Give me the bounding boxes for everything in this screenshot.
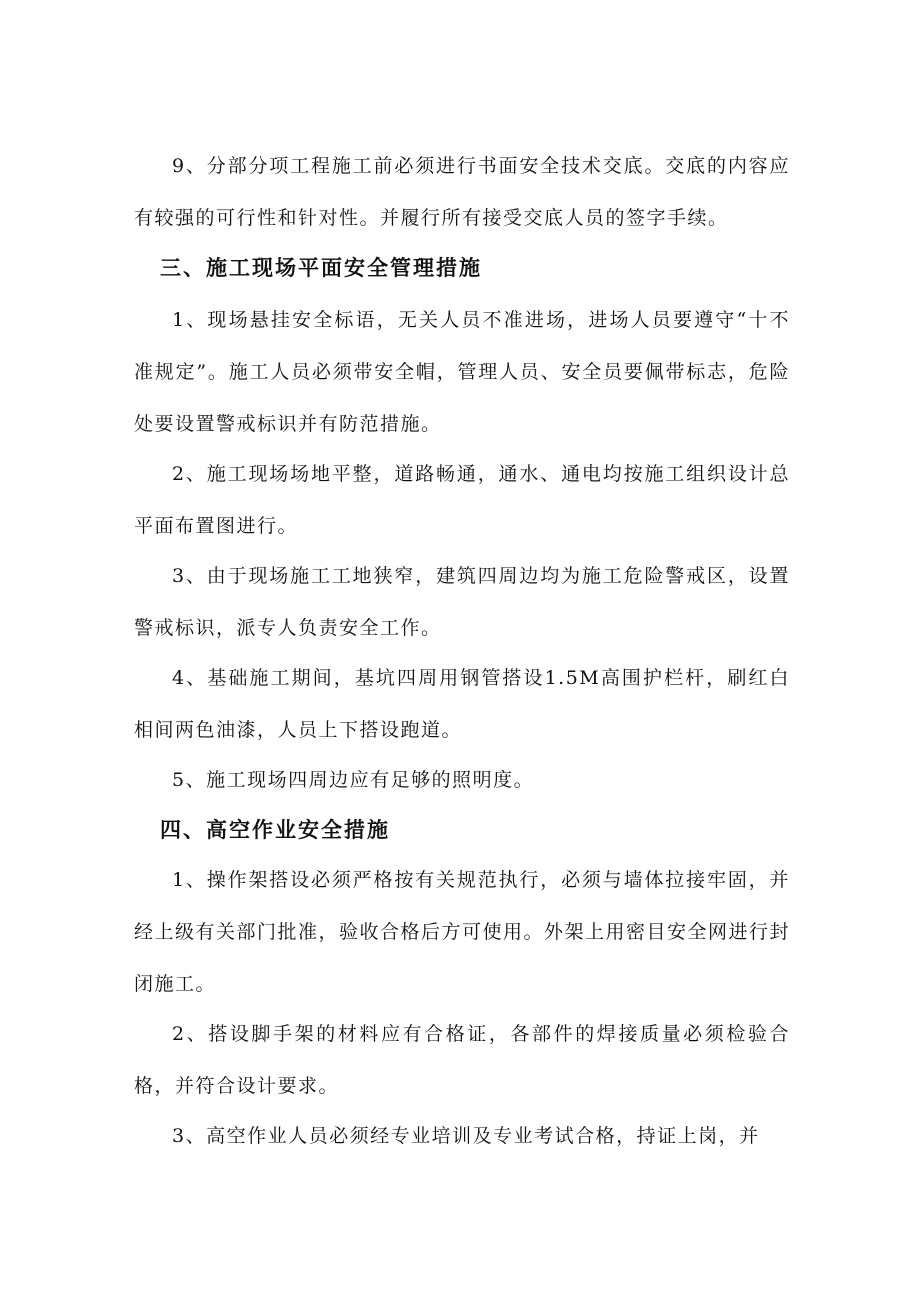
paragraph-item-4-2: 2、搭设脚手架的材料应有合格证，各部件的焊接质量必须检验合格，并符合设计要求。 (134, 1023, 790, 1097)
paragraph-item-3-4: 4、基础施工期间，基坑四周用钢管搭设1.5M高围护栏杆，刷红白相间两色油漆，人员上下搭设跑道。 (134, 667, 790, 741)
paragraph-item-3-1: 1、现场悬挂安全标语，无关人员不准进场，进场人员要遵守“十不准规定”。施工人员必须带安全帽，管理人员、安全员要佩带标志，危险处要设置警戒标识并有防范措施。 (134, 309, 790, 435)
section-heading-4: 四、高空作业安全措施 (160, 817, 390, 842)
section-heading-3: 三、施工现场平面安全管理措施 (160, 255, 482, 280)
paragraph-item-3-3: 3、由于现场施工工地狭窄，建筑四周边均为施工危险警戒区，设置警戒标识，派专人负责安全工作。 (134, 565, 790, 639)
paragraph-item-4-3: 3、高空作业人员必须经专业培训及专业考试合格，持证上岗，并 (172, 1125, 760, 1147)
paragraph-item-4-1: 1、操作架搭设必须严格按有关规范执行，必须与墙体拉接牢固，并经上级有关部门批准，验收合格后方可使用。外架上用密目安全网进行封闭施工。 (134, 869, 791, 995)
paragraph-item-3-5: 5、施工现场四周边应有足够的照明度。 (172, 769, 535, 791)
paragraph-item-3-2: 2、施工现场场地平整，道路畅通，通水、通电均按施工组织设计总平面布置图进行。 (134, 463, 790, 537)
paragraph-item-9: 9、分部分项工程施工前必须进行书面安全技术交底。交底的内容应有较强的可行性和针对性。并履行所有接受交底人员的签字手续。 (134, 155, 790, 229)
